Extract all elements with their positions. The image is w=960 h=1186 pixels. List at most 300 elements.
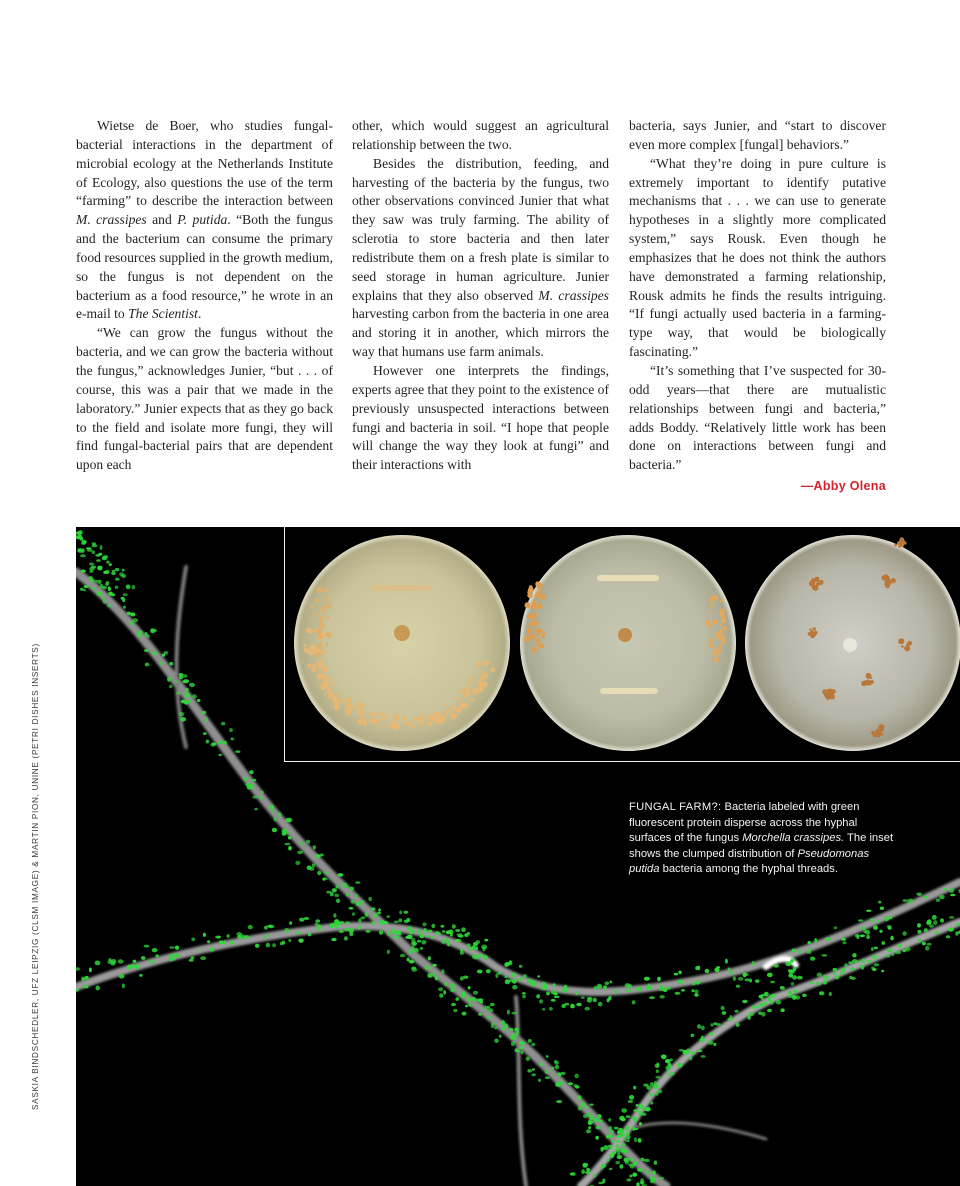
colony-speck [527, 593, 532, 598]
petri-dish-3 [745, 535, 960, 751]
gfp-bacterium [462, 1012, 467, 1016]
gfp-bacterium [791, 949, 796, 953]
gfp-bacterium [102, 556, 107, 560]
colony-speck [316, 628, 322, 634]
gfp-bacterium [620, 1118, 625, 1121]
gfp-bacterium [708, 1040, 713, 1045]
gfp-bacterium [260, 797, 263, 800]
gfp-bacterium [866, 935, 869, 940]
gfp-bacterium [872, 955, 878, 960]
gfp-bacterium [701, 1036, 704, 1040]
colony-speck [320, 616, 325, 621]
colony-speck [458, 697, 462, 701]
gfp-bacterium [317, 871, 321, 876]
gfp-bacterium [206, 740, 210, 744]
gfp-bacterium [304, 917, 309, 920]
gfp-bacterium [274, 817, 277, 821]
petri-dishes [285, 527, 960, 762]
colony-speck [537, 604, 542, 609]
gfp-bacterium [531, 1043, 535, 1046]
colony-speck [420, 725, 422, 727]
gfp-bacterium [626, 1178, 631, 1181]
gfp-bacterium [266, 943, 271, 948]
gfp-bacterium [632, 1000, 636, 1004]
gfp-bacterium [736, 985, 740, 988]
gfp-bacterium [368, 897, 372, 901]
paragraph: “We can grow the fungus without the bacteria, and we can grow the bacteria without the fungus,” acknowledges Junier, “but . . . of course, this was a pair that we made in the laboratory.” Junier expects that as they go back to the field and isolate more fungi, they will find fungal-bacterial pairs that are dependent upon each [76, 325, 333, 473]
gfp-bacterium [400, 954, 406, 958]
colony-speck [540, 594, 546, 600]
colony-speck [316, 587, 322, 593]
gfp-bacterium [203, 732, 207, 735]
gfp-bacterium [399, 911, 402, 915]
gfp-bacterium [624, 1158, 629, 1163]
gfp-bacterium [180, 717, 186, 722]
gfp-bacterium [764, 1001, 767, 1005]
colony-speck [884, 583, 886, 585]
gfp-bacterium [218, 754, 222, 756]
colony-speck [900, 543, 904, 547]
gfp-bacterium [640, 1158, 644, 1162]
gfp-bacterium [735, 1010, 739, 1013]
gfp-bacterium [939, 895, 945, 899]
gfp-bacterium [111, 959, 116, 964]
gfp-bacterium [394, 921, 399, 924]
gfp-bacterium [553, 992, 557, 995]
gfp-bacterium [86, 547, 92, 550]
colony-speck [464, 693, 469, 698]
colony-speck [392, 720, 394, 722]
gfp-bacterium [336, 899, 340, 903]
colony-speck [527, 630, 532, 635]
gfp-bacterium [560, 1081, 564, 1084]
gfp-bacterium [451, 1003, 456, 1006]
gfp-bacterium [833, 972, 837, 975]
gfp-bacterium [519, 977, 524, 981]
gfp-bacterium [695, 980, 701, 984]
gfp-bacterium [121, 597, 125, 600]
gfp-bacterium [599, 1120, 603, 1123]
gfp-bacterium [450, 983, 455, 988]
colony-speck [330, 681, 334, 685]
gfp-bacterium [285, 843, 291, 846]
gfp-bacterium [633, 1128, 638, 1130]
gfp-bacterium [588, 1126, 591, 1129]
gfp-bacterium [467, 943, 471, 947]
gfp-bacterium [761, 1012, 765, 1017]
gfp-bacterium [185, 688, 189, 692]
gfp-bacterium [264, 926, 268, 930]
gfp-bacterium [192, 694, 197, 698]
gfp-bacterium [229, 941, 234, 945]
gfp-bacterium [219, 941, 224, 945]
article-column-3 [629, 117, 886, 496]
colony-speck [830, 695, 834, 699]
gfp-bacterium [879, 930, 882, 933]
gfp-bacterium [727, 1018, 733, 1021]
gfp-bacterium [895, 951, 901, 955]
gfp-bacterium [866, 910, 872, 912]
colony-speck [720, 608, 725, 613]
gfp-bacterium [360, 916, 365, 919]
gfp-bacterium [511, 1012, 516, 1015]
colony-speck [321, 606, 326, 611]
gfp-bacterium [764, 992, 769, 997]
gfp-bacterium [387, 931, 391, 936]
colony-speck [467, 681, 471, 685]
gfp-bacterium [653, 1084, 658, 1089]
gfp-bacterium [537, 975, 540, 977]
colony-speck [325, 643, 328, 646]
gfp-bacterium [700, 1055, 705, 1058]
gfp-bacterium [636, 1104, 639, 1107]
gfp-bacterium [312, 863, 316, 867]
gfp-bacterium [585, 1171, 591, 1174]
gfp-bacterium [539, 1063, 543, 1066]
colony-speck [881, 575, 887, 581]
gfp-bacterium [252, 779, 256, 782]
gfp-bacterium [411, 950, 414, 953]
colony-speck [343, 698, 347, 702]
gfp-bacterium [543, 984, 547, 987]
gfp-bacterium [481, 945, 487, 950]
gfp-bacterium [936, 899, 941, 902]
gfp-bacterium [317, 924, 321, 928]
gfp-bacterium [639, 1122, 642, 1125]
colony-speck [456, 707, 462, 713]
colony-speck [393, 716, 398, 721]
colony-speck [901, 641, 904, 644]
colony-speck [453, 697, 456, 700]
gfp-bacterium [331, 923, 336, 927]
gfp-bacterium [949, 916, 954, 919]
colony-speck [899, 543, 901, 545]
gfp-bacterium [948, 928, 954, 932]
gfp-bacterium [620, 1148, 626, 1152]
colony-speck [527, 614, 532, 619]
gfp-bacterium [462, 991, 466, 996]
gfp-bacterium [411, 968, 417, 972]
gfp-bacterium [448, 930, 453, 934]
gfp-bacterium [649, 996, 655, 999]
gfp-bacterium [505, 979, 510, 984]
gfp-bacterium [656, 1069, 659, 1073]
colony-speck [427, 721, 433, 727]
gfp-bacterium [694, 990, 698, 994]
gfp-bacterium [835, 975, 839, 979]
gfp-bacterium [101, 596, 104, 600]
gfp-bacterium [646, 1170, 649, 1174]
gfp-bacterium [108, 586, 111, 591]
colony-speck [306, 628, 311, 633]
gfp-bacterium [255, 944, 260, 948]
gfp-bacterium [223, 741, 227, 745]
colony-speck [335, 699, 341, 705]
colony-speck [718, 637, 721, 640]
colony-speck [721, 636, 725, 640]
colony-speck [809, 628, 811, 630]
gfp-bacterium [635, 1161, 639, 1163]
gfp-bacterium [95, 961, 101, 966]
gfp-bacterium [89, 570, 93, 573]
gfp-bacterium [555, 1084, 561, 1087]
gfp-bacterium [447, 942, 450, 947]
gfp-bacterium [625, 983, 631, 988]
gfp-bacterium [615, 1161, 620, 1164]
gfp-bacterium [78, 530, 83, 535]
gfp-bacterium [509, 979, 513, 983]
gfp-bacterium [100, 584, 104, 588]
colony-speck [451, 705, 457, 711]
colony-speck [357, 719, 363, 725]
gfp-bacterium [417, 929, 421, 934]
paragraph: “What they’re doing in pure culture is extremely important to identify putative mechanisms that . . . we can use to generate hypotheses in a slightly more complicated system,” says Rousk. Even though he emphasizes that he does not think the authors have demonstrated a farming relationship, Rousk admits he finds the results intriguing. “If fungi actually used bacteria in a farming-type way, that would be biologically fascinating.” [629, 155, 886, 360]
gfp-bacterium [833, 968, 837, 971]
gfp-bacterium [626, 1135, 630, 1140]
colony-speck [720, 599, 724, 603]
gfp-bacterium [917, 923, 921, 927]
colony-speck [871, 731, 875, 735]
colony-speck [445, 704, 447, 706]
colony-speck [326, 633, 331, 638]
gfp-bacterium [858, 919, 863, 922]
gfp-bacterium [248, 925, 253, 929]
gfp-bacterium [344, 936, 348, 940]
gfp-bacterium [243, 777, 247, 780]
colony-speck [316, 612, 318, 614]
gfp-bacterium [852, 953, 856, 957]
gfp-bacterium [758, 1012, 762, 1015]
gfp-bacterium [315, 919, 320, 923]
gfp-bacterium [625, 1126, 629, 1131]
colony-speck [483, 660, 489, 666]
gfp-bacterium [163, 651, 168, 655]
gfp-bacterium [617, 1155, 623, 1159]
gfp-bacterium [570, 1004, 575, 1009]
gfp-bacterium [675, 992, 681, 995]
gfp-bacterium [189, 699, 192, 703]
gfp-bacterium [621, 1108, 627, 1113]
colony-speck [307, 650, 312, 655]
gfp-bacterium [670, 1072, 674, 1075]
gfp-bacterium [549, 1007, 553, 1011]
gfp-bacterium [620, 1164, 624, 1168]
gfp-bacterium [564, 1003, 569, 1006]
gfp-bacterium [886, 955, 891, 958]
gfp-bacterium [523, 974, 527, 978]
gfp-bacterium [119, 572, 124, 576]
gfp-bacterium [526, 1057, 530, 1062]
gfp-bacterium [780, 986, 784, 989]
colony-speck [316, 653, 321, 658]
gfp-bacterium [465, 1005, 468, 1008]
gfp-bacterium [907, 899, 913, 903]
gfp-bacterium [767, 1009, 772, 1013]
gfp-bacterium [522, 995, 526, 999]
gfp-bacterium [344, 928, 349, 931]
gfp-bacterium [955, 931, 958, 936]
colony-speck [316, 599, 319, 602]
gfp-bacterium [608, 996, 611, 1001]
gfp-bacterium [505, 975, 508, 978]
gfp-bacterium [608, 1118, 611, 1122]
gfp-bacterium [103, 599, 107, 603]
colony-speck [536, 584, 538, 586]
gfp-bacterium [471, 997, 476, 1001]
gfp-bacterium [186, 694, 190, 697]
gfp-bacterium [457, 939, 462, 942]
colony-speck [528, 625, 530, 627]
colony-speck [706, 620, 712, 626]
gfp-bacterium [792, 975, 797, 979]
gfp-bacterium [350, 887, 355, 891]
colony-speck [894, 544, 897, 547]
gfp-bacterium [280, 942, 284, 945]
colony-speck [450, 713, 456, 719]
gfp-bacterium [427, 973, 432, 978]
colony-speck [814, 577, 819, 582]
gfp-bacterium [246, 783, 252, 787]
gfp-bacterium [467, 932, 470, 935]
article-body [0, 117, 960, 497]
gfp-bacterium [254, 808, 257, 811]
colony-speck [820, 582, 823, 585]
gfp-bacterium [152, 651, 158, 655]
gfp-bacterium [297, 851, 303, 855]
gfp-bacterium [491, 1023, 495, 1026]
gfp-bacterium [721, 1006, 725, 1010]
gfp-bacterium [149, 960, 155, 964]
gfp-bacterium [736, 1023, 740, 1027]
gfp-bacterium [443, 990, 446, 994]
gfp-bacterium [610, 1147, 613, 1150]
gfp-bacterium [428, 930, 432, 933]
gfp-bacterium [691, 1034, 695, 1037]
gfp-bacterium [277, 812, 282, 817]
gfp-bacterium [428, 956, 431, 960]
gfp-bacterium [467, 997, 472, 1001]
gfp-bacterium [483, 955, 487, 960]
colony-speck [531, 614, 537, 620]
gfp-bacterium [774, 964, 779, 968]
colony-speck [476, 662, 482, 668]
gfp-bacterium [889, 916, 892, 920]
gfp-bacterium [203, 933, 206, 937]
gfp-bacterium [600, 1147, 603, 1152]
gfp-bacterium [554, 1061, 559, 1065]
paragraph: bacteria, says Junier, and “start to discover even more complex [fungal] behaviors.” [629, 118, 886, 152]
gfp-bacterium [522, 992, 526, 994]
gfp-bacterium [346, 893, 349, 896]
gfp-bacterium [261, 791, 264, 794]
gfp-bacterium [888, 926, 892, 929]
colony-speck [825, 692, 830, 697]
colony-speck [535, 593, 540, 598]
gfp-bacterium [748, 1012, 754, 1016]
gfp-bacterium [553, 983, 556, 987]
gfp-bacterium [917, 930, 921, 934]
gfp-bacterium [636, 987, 641, 990]
gfp-bacterium [660, 1177, 664, 1180]
gfp-bacterium [697, 1050, 703, 1052]
gfp-bacterium [106, 561, 110, 564]
colony-speck [713, 619, 718, 624]
gfp-bacterium [850, 968, 854, 971]
gfp-bacterium [677, 1063, 683, 1068]
gfp-bacterium [644, 1108, 649, 1111]
gfp-bacterium [817, 973, 822, 977]
gfp-bacterium [874, 963, 880, 966]
gfp-bacterium [546, 992, 550, 996]
colony-speck [524, 636, 530, 642]
gfp-bacterium [80, 588, 83, 591]
gfp-bacterium [614, 1127, 619, 1130]
gfp-bacterium [587, 997, 592, 1000]
gfp-bacterium [132, 585, 136, 590]
gfp-bacterium [825, 937, 831, 940]
gfp-bacterium [849, 976, 852, 980]
gfp-bacterium [848, 961, 853, 964]
gfp-bacterium [372, 921, 375, 925]
colony-speck [531, 605, 535, 609]
gfp-bacterium [708, 1033, 713, 1036]
gfp-bacterium [655, 1076, 660, 1079]
gfp-bacterium [570, 1172, 576, 1176]
colony-speck [712, 595, 718, 601]
colony-speck [478, 686, 484, 692]
gfp-bacterium [638, 1111, 642, 1116]
gfp-bacterium [681, 989, 685, 992]
gfp-bacterium [511, 1033, 517, 1036]
gfp-bacterium [890, 936, 894, 941]
gfp-bacterium [629, 1158, 634, 1161]
gfp-bacterium [725, 959, 728, 964]
gfp-bacterium [644, 977, 650, 981]
gfp-bacterium [107, 605, 112, 608]
gfp-bacterium [881, 941, 885, 945]
gfp-bacterium [752, 961, 756, 966]
gfp-bacterium [842, 941, 846, 944]
colony-speck [490, 668, 495, 673]
colony-speck [317, 644, 322, 649]
gfp-bacterium [477, 970, 483, 974]
gfp-bacterium [745, 978, 750, 981]
gfp-bacterium [498, 972, 502, 975]
colony-speck [542, 632, 545, 635]
petri-dish-2 [520, 535, 736, 751]
gfp-bacterium [638, 1138, 642, 1143]
gfp-bacterium [788, 991, 793, 994]
gfp-bacterium [387, 950, 390, 954]
gfp-bacterium [479, 954, 483, 957]
gfp-bacterium [122, 569, 125, 572]
gfp-bacterium [487, 1016, 491, 1020]
gfp-bacterium [610, 1153, 614, 1158]
gfp-bacterium [515, 1048, 519, 1052]
gfp-bacterium [86, 985, 89, 989]
colony-speck [369, 712, 373, 716]
colony-speck [464, 687, 470, 693]
gfp-bacterium [542, 1008, 546, 1011]
gfp-bacterium [473, 991, 478, 995]
gfp-bacterium [807, 951, 812, 954]
gfp-bacterium [343, 885, 349, 887]
gfp-bacterium [271, 810, 274, 813]
gfp-bacterium [829, 992, 832, 996]
gfp-bacterium [654, 1161, 657, 1165]
paragraph: “It’s something that I’ve suspected for 30-odd years—that there are mutualistic relationships between fungi and bacteria,” adds Boddy. “Relatively little work has been done on interactions between fungi and bacteria.” [629, 362, 886, 473]
gfp-bacterium [581, 997, 585, 999]
